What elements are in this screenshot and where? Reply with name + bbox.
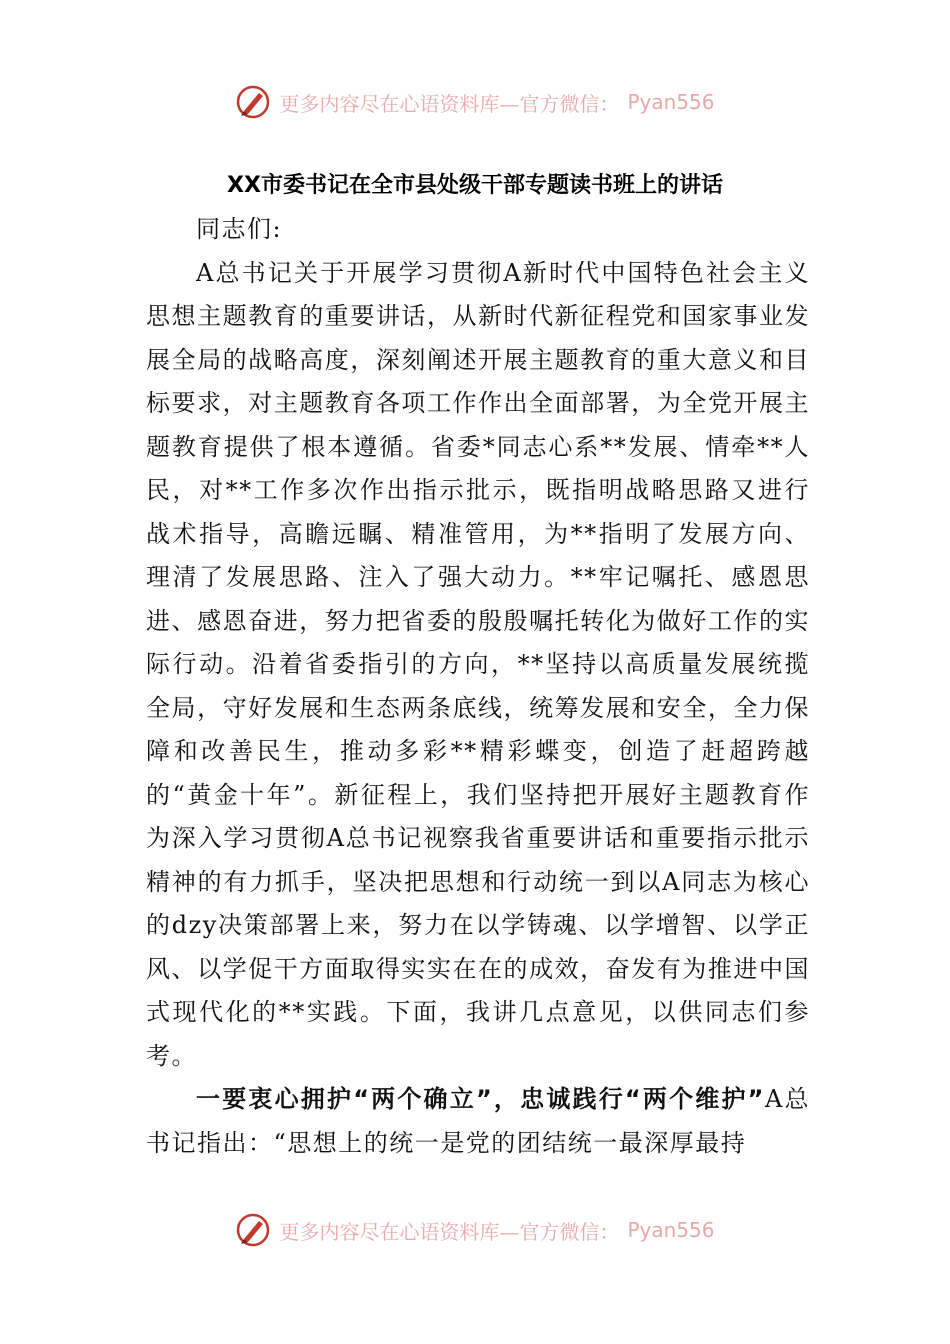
section-heading: 一要衷心拥护“两个确立”，忠诚践行“两个维护” [196, 1085, 765, 1113]
document-body [146, 208, 810, 1165]
watermark-text: 更多内容尽在心语资料库—官方微信： [279, 91, 620, 116]
watermark-text: 更多内容尽在心语资料库—官方微信： [279, 1219, 620, 1244]
salutation: 同志们: [196, 215, 283, 243]
pen-logo-icon [235, 84, 271, 120]
paragraph [146, 1078, 810, 1165]
watermark-header [0, 82, 950, 122]
document-title: XX市委书记在全市县处级干部专题读书班上的讲话 [227, 173, 723, 198]
watermark-footer [0, 1210, 950, 1250]
watermark-wechat-id: Pyan556 [627, 1218, 715, 1242]
watermark-wechat-id: Pyan556 [627, 90, 715, 114]
paragraph-text: A总书记指出：“思想上的统一是党的团结统一最深厚最持 [146, 1085, 810, 1157]
pen-logo-icon [235, 1212, 271, 1248]
paragraph: A总书记关于开展学习贯彻A新时代中国特色社会主义思想主题教育的重要讲话，从新时代新征程党和国家事业发展全局的战略高度，深刻阐述开展主题教育的重大意义和目标要求，对主题教育各项工作作出全面部署，为全党开展主题教育提供了根本遵循。省委*同志心系**发展、情牵**人民，对**工作多次作出指示批示，既指明战略思路又进行战术指导，高瞻远瞩、精准管用，为**指明了发展方向、理清了发展思路、注入了强大动力。**牢记嘱托、感恩思进、感恩奋进，努力把省委的殷殷嘱托转化为做好工作的实际行动。沿着省委指引的方向，**坚持以高质量发展统揽全局，守好发展和生态两条底线，统筹发展和安全，全力保障和改善民生，推动多彩**精彩蝶变，创造了赶超跨越的“黄金十年”。新征程上，我们坚持把开展好主题教育作为深入学习贯彻A总书记视察我省重要讲话和重要指示批示精神的有力抓手，坚决把思想和行动统一到以A同志为核心的dzy决策部署上来，努力在以学铸魂、以学增智、以学正风、以学促干方面取得实实在在的成效，奋发有为推进中国式现代化的**实践。下面，我讲几点意见，以供同志们参考。 [146, 258, 810, 1070]
